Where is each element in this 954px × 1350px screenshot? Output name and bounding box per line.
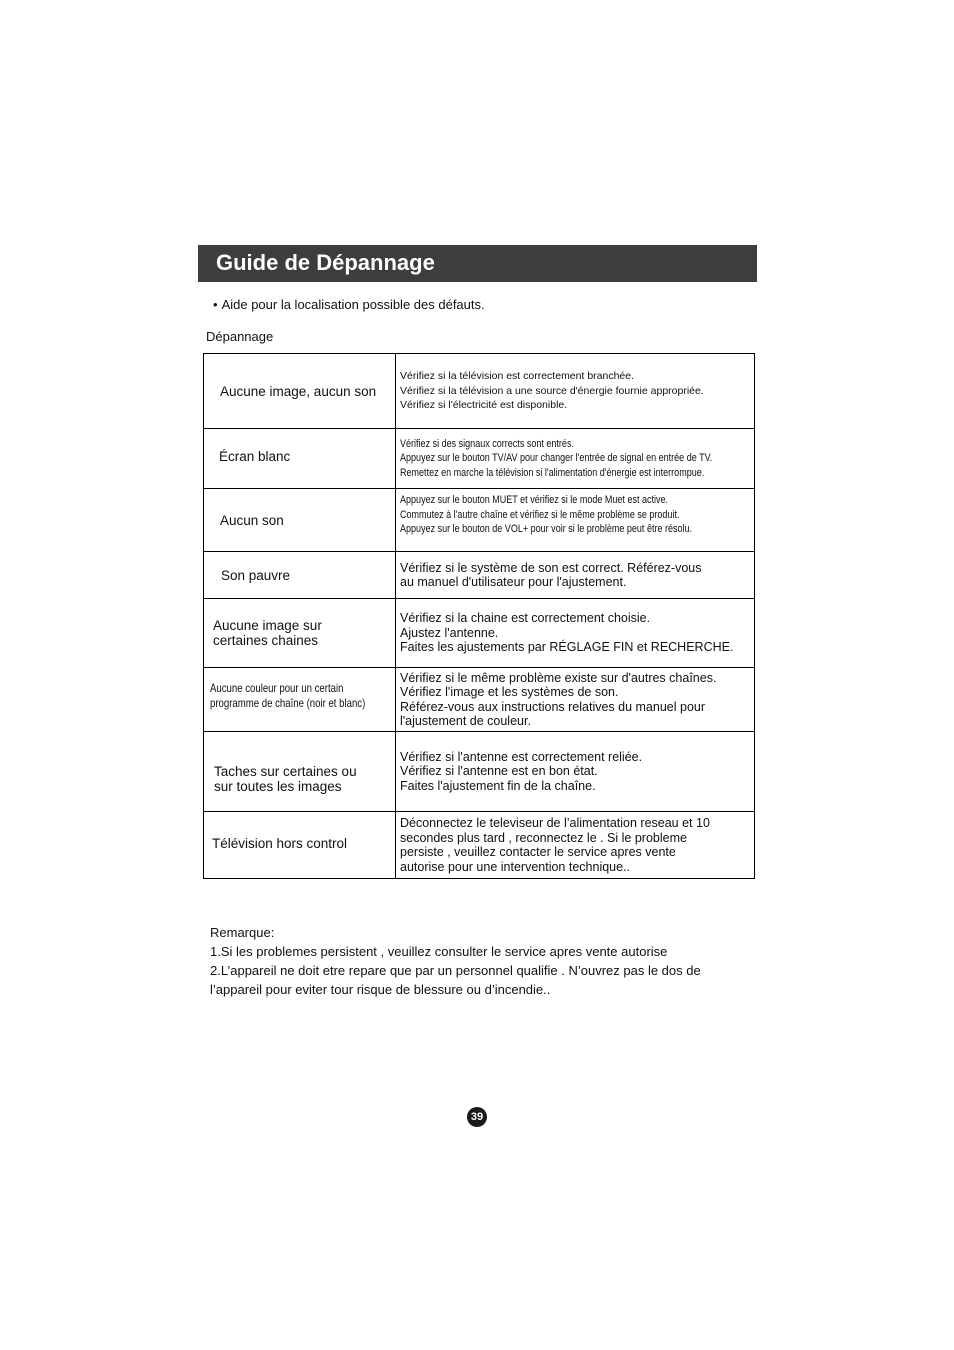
problem-cell: [204, 668, 395, 731]
table-row: [204, 667, 754, 731]
solution-line: secondes plus tard , reconnectez le . Si le probleme: [400, 830, 687, 845]
problem-cell: [204, 732, 395, 811]
solution-line: Ajustez l'antenne.: [400, 625, 499, 640]
solution-line: Vérifiez si la télévision a une source d'énergie fournie appropriée.: [400, 384, 704, 397]
solution-line: Déconnectez le televiseur de l’alimentation reseau et 10: [400, 816, 710, 830]
bullet-icon: •: [213, 297, 218, 312]
problem-label: programme de chaîne (noir et blanc): [210, 695, 366, 710]
page-number-badge: 39: [467, 1107, 487, 1127]
table-row: [204, 488, 754, 551]
problem-label: Son pauvre: [221, 567, 291, 583]
solution-cell: [395, 599, 754, 667]
solution-line: l'ajustement de couleur.: [400, 714, 531, 728]
table-row: [204, 598, 754, 667]
solution-line: Faites les ajustements par RÉGLAGE FIN et RECHERCHE.: [400, 640, 734, 655]
intro-line: [213, 297, 485, 313]
problem-label: certaines chaines: [213, 633, 319, 648]
problem-label: Aucun son: [220, 512, 284, 528]
solution-line: Vérifiez si l'antenne est correctement reliée.: [400, 749, 643, 764]
table-row: [204, 354, 754, 428]
solution-line: Appuyez sur le bouton de VOL+ pour voir si le problème peut être résolu.: [400, 523, 693, 536]
troubleshooting-table: [203, 353, 755, 879]
table-row: [204, 428, 754, 488]
problem-cell: [204, 429, 395, 488]
solution-line: Vérifiez si l'électricité est disponible.: [400, 399, 568, 412]
problem-label: Taches sur certaines ou: [214, 763, 357, 779]
problem-label: Écran blanc: [219, 449, 291, 464]
solution-line: Vérifiez si l'antenne est en bon état.: [400, 764, 598, 779]
solution-line: autorise pour une intervention technique..: [400, 859, 631, 874]
table-row: [204, 551, 754, 598]
solution-line: Référez-vous aux instructions relatives du manuel pour: [400, 699, 706, 714]
problem-cell: [204, 599, 395, 667]
solution-line: Appuyez sur le bouton MUET et vérifiez si le mode Muet est active.: [400, 494, 669, 507]
solution-cell: [395, 354, 754, 428]
solution-cell: [395, 429, 754, 488]
problem-label: Aucune image, aucun son: [220, 383, 377, 399]
problem-label: sur toutes les images: [214, 778, 342, 794]
solution-cell: [395, 732, 754, 811]
remark-line: 2.L’appareil ne doit etre repare que par un personnel qualifie . N’ouvrez pas le dos de: [210, 963, 701, 978]
problem-label: Aucune image sur: [213, 618, 322, 633]
solution-line: Vérifiez si la télévision est correctement branchée.: [400, 370, 635, 383]
problem-label: Télévision hors control: [212, 835, 348, 851]
solution-line: persiste , veuillez contacter le service apres vente: [400, 845, 676, 859]
solution-cell: [395, 812, 754, 878]
problem-cell: [204, 552, 395, 598]
solution-line: Vérifiez si la chaine est correctement choisie.: [400, 611, 651, 626]
solution-line: Vérifiez si le même problème existe sur d'autres chaînes.: [400, 670, 717, 685]
solution-line: Remettez en marche la télévision si l'alimentation d'énergie est interrompue.: [400, 466, 705, 479]
solution-line: Vérifiez si le système de son est correct. Référez-vous: [400, 560, 702, 575]
problem-cell: [204, 354, 395, 428]
intro-text: Aide pour la localisation possible des défauts.: [221, 297, 485, 312]
solution-line: Vérifiez si des signaux corrects sont entrés.: [400, 437, 574, 450]
solution-line: Faites l'ajustement fin de la chaîne.: [400, 778, 596, 793]
remarks-title: Remarque:: [210, 925, 275, 940]
solution-cell: [395, 668, 754, 731]
remarks-section: [210, 923, 701, 999]
section-label: Dépannage: [206, 329, 274, 344]
solution-line: Commutez à l'autre chaîne et vérifiez si le même problème se produit.: [400, 508, 680, 521]
table-row: [204, 731, 754, 811]
solution-cell: [395, 489, 754, 551]
page-title: Guide de Dépannage: [216, 250, 435, 275]
problem-label: Aucune couleur pour un certain: [210, 680, 344, 695]
table-row: [204, 811, 754, 878]
solution-line: au manuel d'utilisateur pour l'ajustement.: [400, 575, 627, 589]
problem-cell: [204, 489, 395, 551]
remark-line: 1.Si les problemes persistent , veuillez consulter le service apres vente autorise: [210, 944, 668, 959]
solution-line: Vérifiez l'image et les systèmes de son.: [400, 685, 619, 699]
remark-line: l’appareil pour eviter tour risque de blessure ou d’incendie..: [210, 982, 551, 997]
page-header: [198, 245, 757, 282]
solution-line: Appuyez sur le bouton TV/AV pour changer l'entrée de signal en entrée de TV.: [400, 452, 713, 465]
problem-cell: [204, 812, 395, 878]
solution-cell: [395, 552, 754, 598]
